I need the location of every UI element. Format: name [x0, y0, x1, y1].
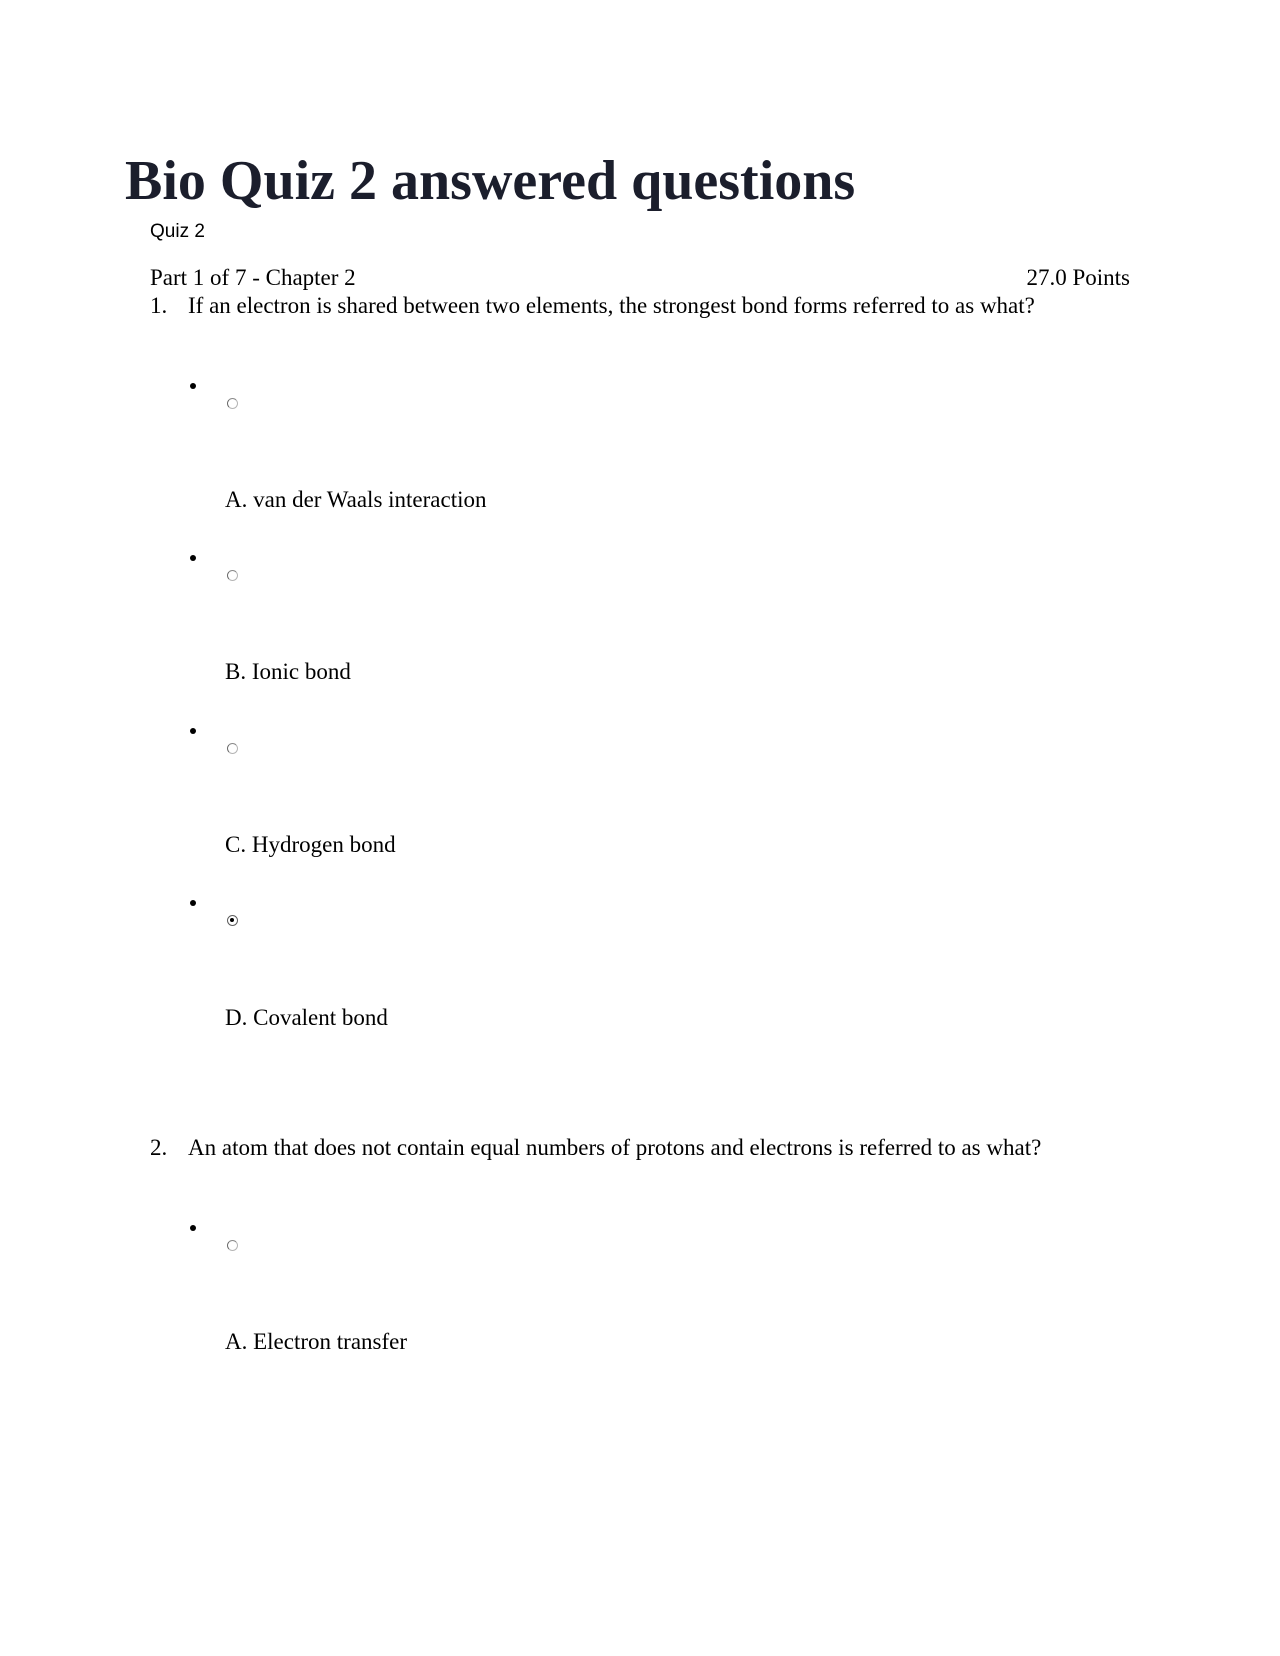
- option-d-radio[interactable]: [227, 915, 238, 926]
- option-b-label[interactable]: B. Ionic bond: [225, 659, 351, 684]
- option-b-radio[interactable]: [227, 570, 238, 581]
- list-bullet: [190, 383, 196, 389]
- document-subtitle: Quiz 2: [150, 221, 205, 242]
- list-bullet: [190, 728, 196, 734]
- question-number: 2.: [150, 1135, 168, 1160]
- list-bullet: [190, 900, 196, 906]
- list-bullet: [190, 555, 196, 561]
- part-title: Part 1 of 7 - Chapter 2: [150, 265, 356, 290]
- option-c-radio[interactable]: [227, 743, 238, 754]
- list-bullet: [190, 1225, 196, 1231]
- option-a-label[interactable]: A. Electron transfer: [225, 1329, 408, 1354]
- document-title: Bio Quiz 2 answered questions: [125, 150, 856, 212]
- option-c-label[interactable]: C. Hydrogen bond: [225, 832, 396, 857]
- option-a-label[interactable]: A. van der Waals interaction: [225, 487, 487, 512]
- part-points: 27.0 Points: [1026, 265, 1130, 290]
- option-a-radio[interactable]: [227, 1240, 238, 1251]
- question-number: 1.: [150, 293, 168, 318]
- question-text: An atom that does not contain equal numbers of protons and electrons is referred to as what?: [188, 1135, 1042, 1160]
- question-text: If an electron is shared between two elements, the strongest bond forms referred to as what?: [188, 293, 1035, 318]
- option-d-label[interactable]: D. Covalent bond: [225, 1005, 388, 1030]
- option-a-radio[interactable]: [227, 398, 238, 409]
